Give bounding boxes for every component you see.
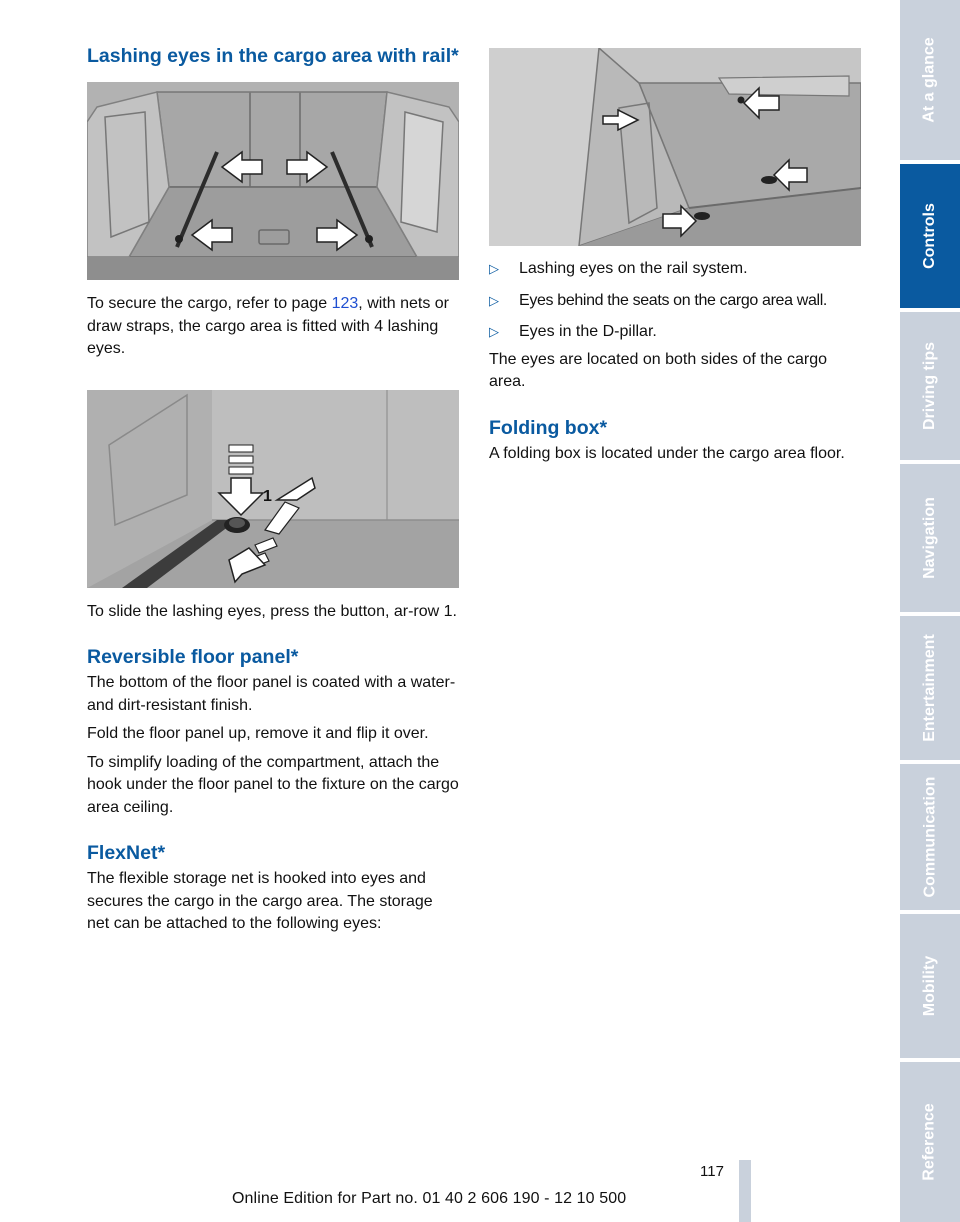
paragraph-reversible-2: Fold the floor panel up, remove it and flip it over. bbox=[87, 725, 429, 742]
figure-slide-button bbox=[87, 390, 459, 588]
heading-lashing-eyes: Lashing eyes in the cargo area with rail* bbox=[87, 45, 459, 67]
right-column bbox=[489, 48, 861, 465]
paragraph-reversible-1: The bottom of the floor panel is coated with a water- and dirt-resistant finish. bbox=[87, 674, 456, 714]
triangle-bullet-icon: ▷ bbox=[489, 324, 499, 339]
heading-flexnet: FlexNet* bbox=[87, 842, 166, 864]
tab-driving-tips[interactable]: Driving tips bbox=[900, 312, 960, 460]
tab-navigation[interactable]: Navigation bbox=[900, 464, 960, 612]
page-number-bar bbox=[739, 1160, 751, 1222]
triangle-bullet-icon: ▷ bbox=[489, 292, 499, 308]
chapter-sidebar bbox=[900, 0, 960, 1222]
paragraph-folding-box: A folding box is located under the cargo area floor. bbox=[489, 444, 845, 462]
heading-folding-box: Folding box* bbox=[489, 416, 608, 439]
tab-communication[interactable]: Communication bbox=[900, 764, 960, 910]
triangle-bullet-icon: ▷ bbox=[489, 261, 499, 276]
figure-cargo-rails bbox=[87, 82, 459, 280]
tab-entertainment[interactable]: Entertainment bbox=[900, 616, 960, 760]
tab-at-a-glance[interactable]: At a glance bbox=[900, 0, 960, 160]
list-item: ▷ Eyes in the D-pillar. bbox=[489, 321, 861, 344]
tab-reference[interactable]: Reference bbox=[900, 1062, 960, 1222]
tab-controls[interactable]: Controls bbox=[900, 164, 960, 308]
page-number: 117 bbox=[700, 1163, 724, 1180]
tab-mobility[interactable]: Mobility bbox=[900, 914, 960, 1058]
list-item: ▷ Lashing eyes on the rail system. bbox=[489, 258, 861, 281]
paragraph-eyes-location: The eyes are located on both sides of the cargo area. bbox=[489, 350, 827, 390]
eyes-list bbox=[489, 258, 861, 344]
paragraph-secure-cargo: To secure the cargo, refer to page 123, with nets or draw straps, the cargo area is fitted with 4 lashing eyes. bbox=[87, 295, 449, 357]
heading-reversible-floor: Reversible floor panel* bbox=[87, 646, 299, 668]
footer-edition-text: Online Edition for Part no. 01 40 2 606 190 - 12 10 500 bbox=[232, 1190, 627, 1207]
paragraph-flexnet: The flexible storage net is hooked into eyes and secures the cargo in the cargo area. The storage net can be attached to the following eyes: bbox=[87, 870, 433, 932]
figure-cargo-wall-eyes bbox=[489, 48, 861, 246]
list-item: ▷ Eyes behind the seats on the cargo area wall. bbox=[489, 290, 861, 313]
arrow-1-label: 1 bbox=[263, 487, 272, 505]
paragraph-slide-eyes: To slide the lashing eyes, press the button, ar-row 1. bbox=[87, 602, 457, 620]
page-link-123[interactable]: 123 bbox=[331, 295, 359, 312]
paragraph-reversible-3: To simplify loading of the compartment, attach the hook under the floor panel to the fixture on the cargo area ceiling. bbox=[87, 753, 459, 816]
left-column bbox=[87, 44, 459, 936]
